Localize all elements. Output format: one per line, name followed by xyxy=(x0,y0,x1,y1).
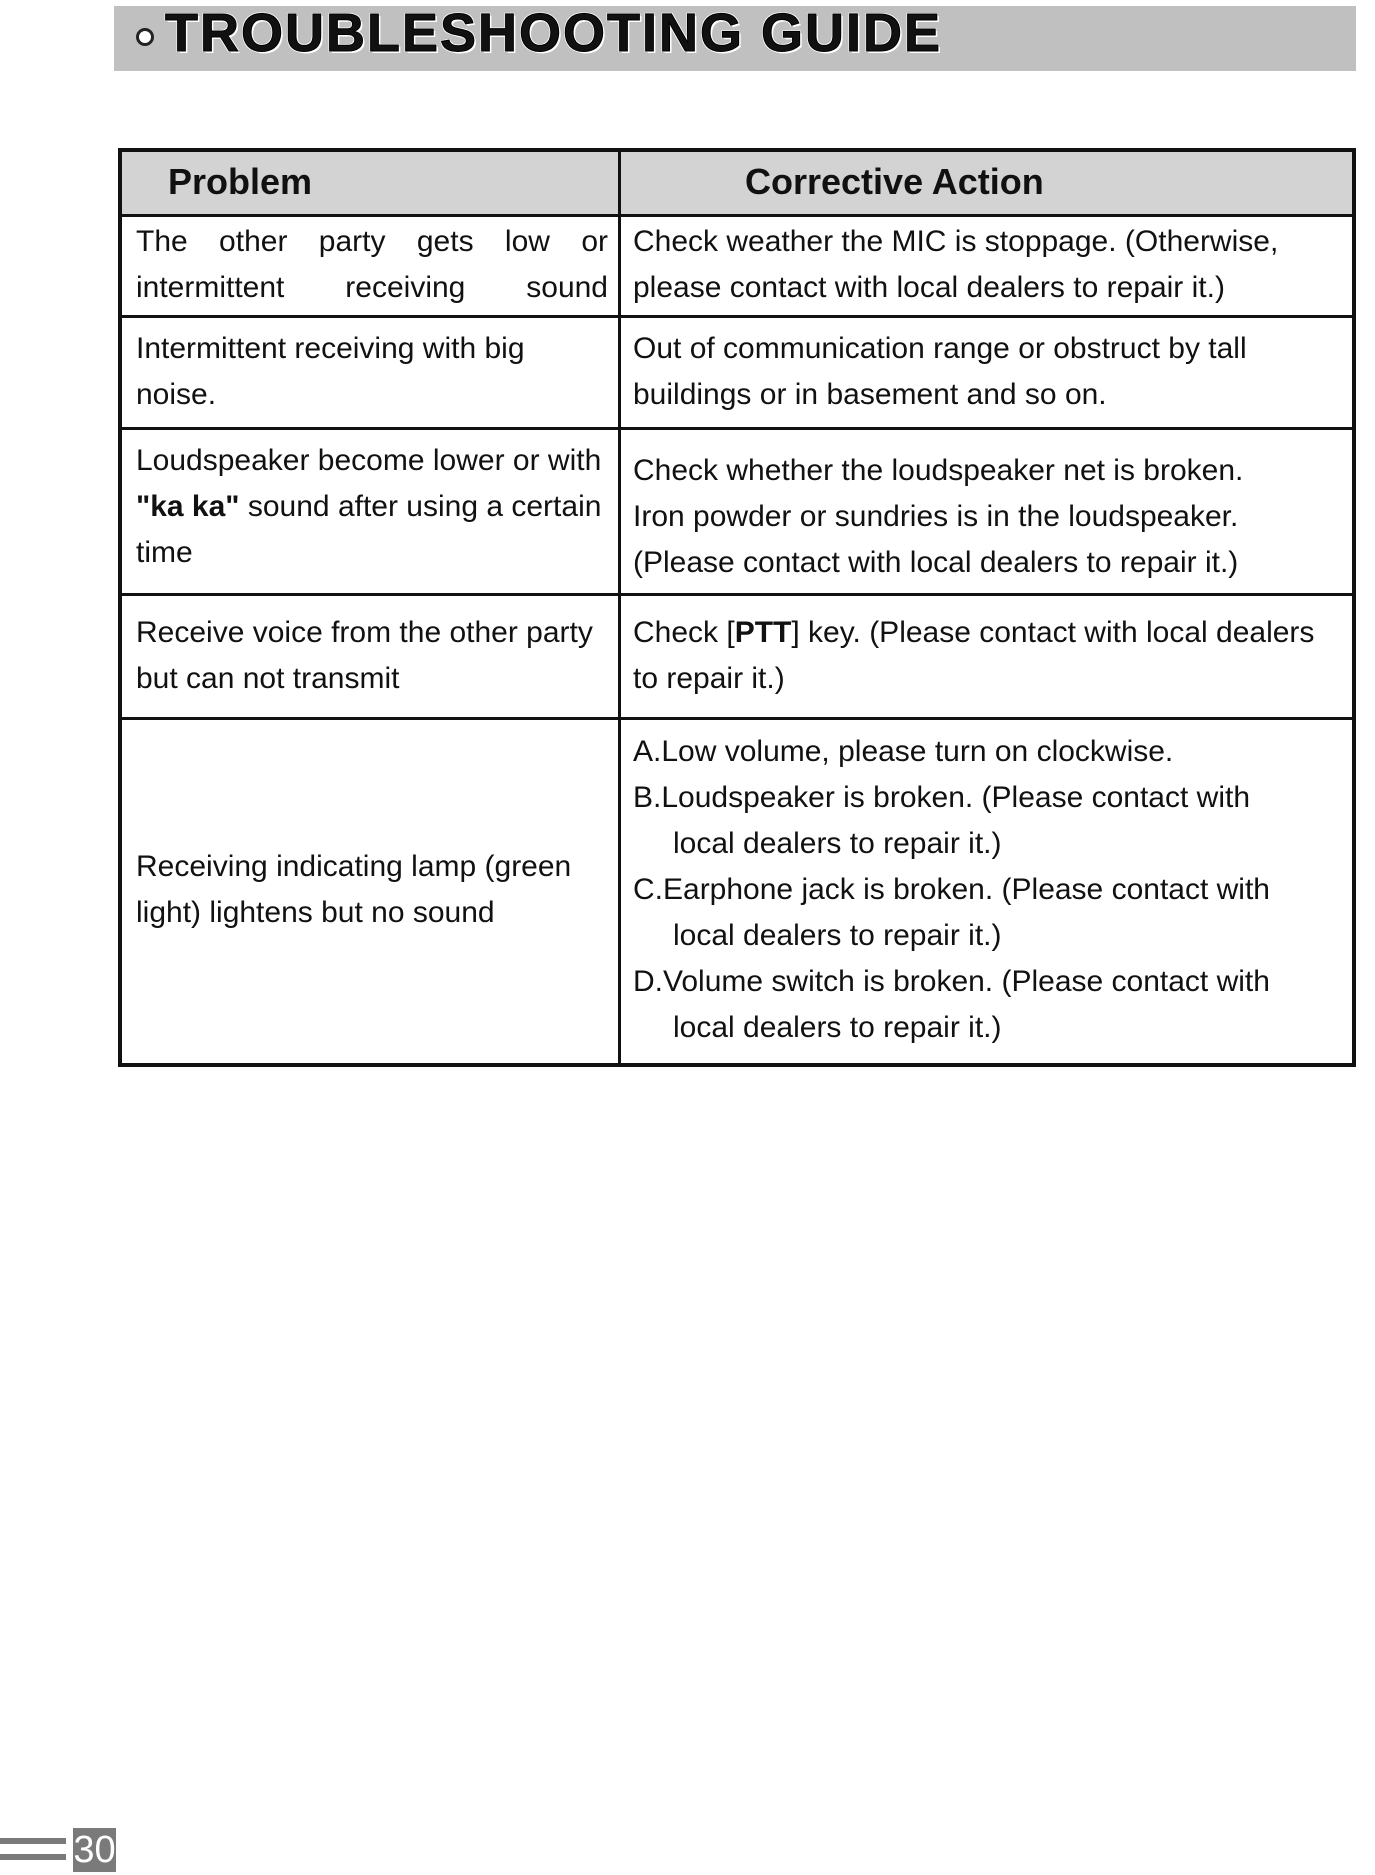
table-row xyxy=(120,719,1354,1065)
problem-cell: Intermittent receiving with big noise. xyxy=(120,317,620,429)
action-item: A.Low volume, please turn on clockwise. xyxy=(633,735,1174,769)
bullet-icon xyxy=(136,28,154,46)
action-cell: Check weather the MIC is stoppage. (Otherwise, please contact with local dealers to repair it.) xyxy=(620,216,1355,317)
page-title: TROUBLESHOOTING GUIDE xyxy=(165,3,943,63)
table-header-row xyxy=(120,150,1354,216)
table-row xyxy=(120,429,1354,595)
action-item: C.Earphone jack is broken. (Please contact with xyxy=(633,873,1270,907)
action-cell: A.Low volume, please turn on clockwise. B.Loudspeaker is broken. (Please contact with local dealers to repair it.) C.Earphone jack is broken. (Please contact with local dealers to repair it.) D.Volume switch is broken. (Please contact with local dealers to repair it.) xyxy=(620,719,1355,1065)
footer-line xyxy=(0,1838,66,1844)
footer-line xyxy=(0,1854,66,1860)
page-number: 30 xyxy=(73,1829,116,1871)
action-cell: Check whether the loudspeaker net is broken. Iron powder or sundries is in the loudspeaker. (Please contact with local dealers to repair it.) xyxy=(620,429,1355,595)
action-cell: Check [PTT] key. (Please contact with local dealers to repair it.) xyxy=(620,595,1355,719)
table-row xyxy=(120,317,1354,429)
action-item: D.Volume switch is broken. (Please contact with xyxy=(633,965,1270,999)
troubleshooting-table xyxy=(118,148,1356,1067)
table-row xyxy=(120,216,1354,317)
action-cell: Out of communication range or obstruct by tall buildings or in basement and so on. xyxy=(620,317,1355,429)
action-item: B.Loudspeaker is broken. (Please contact with xyxy=(633,781,1251,815)
header-corrective-action: Corrective Action xyxy=(620,150,1355,216)
problem-cell: The other party gets low or intermittent receiving sound xyxy=(120,216,620,317)
header-problem: Problem xyxy=(120,150,620,216)
problem-cell: Receive voice from the other party but can not transmit xyxy=(120,595,620,719)
table-row xyxy=(120,595,1354,719)
problem-cell: Receiving indicating lamp (green light) lightens but no sound xyxy=(120,719,620,1065)
problem-cell: Loudspeaker become lower or with "ka ka" sound after using a certain time xyxy=(120,429,620,595)
